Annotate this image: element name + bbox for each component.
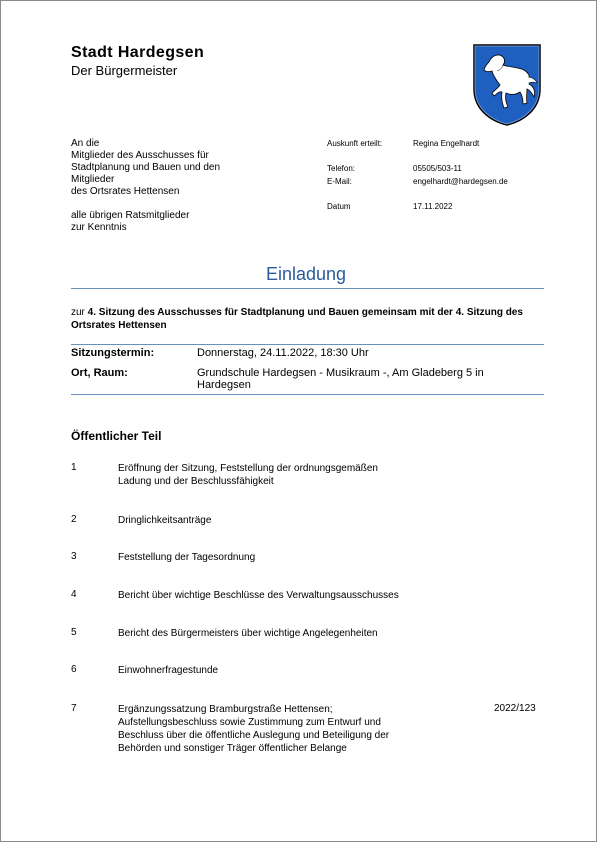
phone-value: 05505/503-11	[413, 164, 462, 173]
place-line: Grundschule Hardegsen - Musikraum -, Am Gladeberg 5 in	[197, 367, 484, 379]
agenda-line: Aufstellungsbeschluss sowie Zustimmung zum Entwurf und	[118, 717, 381, 728]
agenda-line: Einwohnerfragestunde	[118, 665, 219, 676]
agenda-line: Behörden und sonstiger Träger öffentlicher Belange	[118, 743, 347, 754]
meeting-top-divider	[71, 344, 544, 345]
subject-text: 4. Sitzung des Ausschusses für Stadtplanung und Bauen gemeinsam mit der 4. Sitzung des Ortsrates Hettensen	[71, 307, 523, 331]
agenda-item-number: 4	[71, 589, 77, 600]
address-line: Mitglieder	[71, 174, 115, 185]
address-line: Stadtplanung und Bauen und den	[71, 162, 221, 173]
contact-person-value: Regina Engelhardt	[413, 139, 480, 148]
agenda-item-number: 6	[71, 664, 77, 675]
title-divider	[71, 288, 544, 289]
agenda-item-reference: 2022/123	[494, 703, 536, 714]
subject-prefix: zur	[71, 307, 88, 318]
meeting-date-value: Donnerstag, 24.11.2022, 18:30 Uhr	[197, 347, 369, 359]
section-title: Öffentlicher Teil	[71, 429, 162, 443]
agenda-item-text	[118, 703, 448, 755]
meeting-place-label: Ort, Raum:	[71, 367, 128, 379]
agenda-item-number: 1	[71, 462, 77, 473]
agenda-item-number: 2	[71, 514, 77, 525]
agenda-line: Bericht über wichtige Beschlüsse des Verwaltungsausschusses	[118, 590, 399, 601]
cc-line: zur Kenntnis	[71, 222, 127, 233]
agenda-item-number: 3	[71, 551, 77, 562]
agenda-line: Ergänzungssatzung Bramburgstraße Hettensen;	[118, 704, 333, 715]
agenda-item-number: 5	[71, 627, 77, 638]
agenda-line: Dringlichkeitsanträge	[118, 515, 212, 526]
agenda-line: Eröffnung der Sitzung, Feststellung der ordnungsgemäßen	[118, 463, 378, 474]
date-label: Datum	[327, 202, 351, 211]
meeting-subject	[71, 306, 541, 332]
address-line: An die	[71, 138, 100, 149]
agenda-line: Feststellung der Tagesordnung	[118, 552, 256, 563]
agenda-item-text	[118, 462, 448, 488]
coat-of-arms-icon	[472, 43, 542, 127]
place-line: Hardegsen	[197, 379, 251, 391]
contact-person-label: Auskunft erteilt:	[327, 139, 383, 148]
agenda-item-text	[118, 551, 448, 564]
cc-line: alle übrigen Ratsmitglieder	[71, 210, 190, 221]
address-line: Mitglieder des Ausschusses für	[71, 150, 209, 161]
agenda-item-text	[118, 589, 448, 602]
phone-label: Telefon:	[327, 164, 356, 173]
email-value[interactable]: engelhardt@hardegsen.de	[413, 177, 508, 186]
meeting-date-label: Sitzungstermin:	[71, 347, 155, 359]
agenda-item-text	[118, 664, 448, 677]
recipient-address	[71, 138, 251, 234]
agenda-line: Beschluss über die öffentliche Auslegung und Beteiligung der	[118, 730, 390, 741]
date-value: 17.11.2022	[413, 202, 453, 211]
document-title: Einladung	[265, 264, 347, 284]
email-label: E-Mail:	[327, 177, 352, 186]
agenda-item-number: 7	[71, 703, 77, 714]
address-line: des Ortsrates Hettensen	[71, 186, 180, 197]
agenda-item-text	[118, 514, 448, 527]
meeting-place-value	[197, 367, 497, 391]
organization-name: Stadt Hardegsen	[71, 44, 205, 61]
agenda-line: Ladung und der Beschlussfähigkeit	[118, 476, 274, 487]
meeting-bottom-divider	[71, 394, 544, 395]
agenda-item-text	[118, 627, 448, 640]
agenda-line: Bericht des Bürgermeisters über wichtige Angelegenheiten	[118, 628, 378, 639]
organization-subtitle: Der Bürgermeister	[71, 63, 178, 78]
